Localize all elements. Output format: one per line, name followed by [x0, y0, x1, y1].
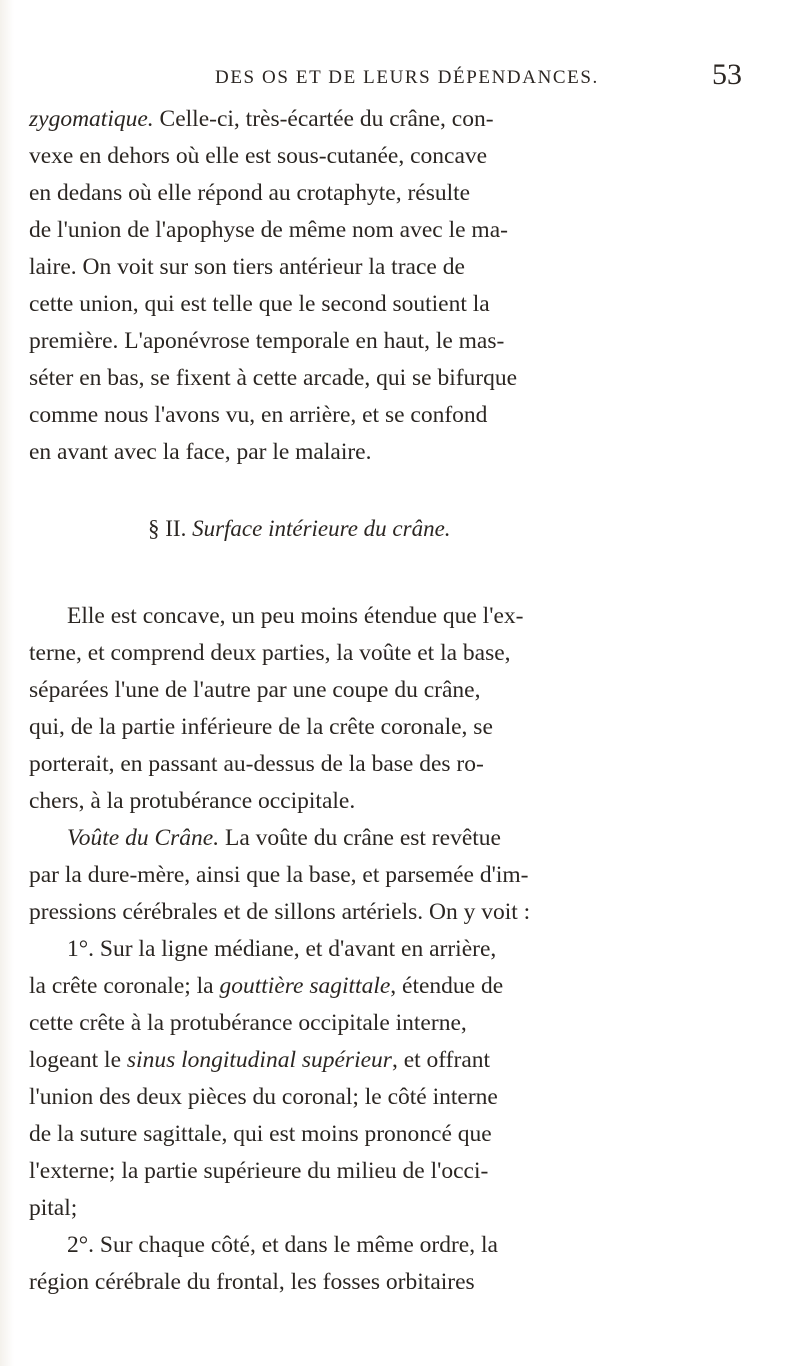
text-line: chers, à la protubérance occipitale. — [29, 788, 356, 814]
text-line: Elle est concave, un peu moins étendue que l'ex- — [67, 603, 524, 629]
text-line: cette crête à la protubérance occipitale interne, — [29, 1010, 467, 1036]
section-title: Surface intérieure du crâne. — [192, 516, 451, 541]
text-line: l'externe; la partie supérieure du milieu de l'occi- — [29, 1158, 489, 1184]
text-line: séter en bas, se fixent à cette arcade, qui se bifurque — [29, 365, 518, 391]
text-line: 2°. Sur chaque côté, et dans le même ordre, la — [67, 1232, 498, 1258]
gutter-shadow — [0, 0, 14, 1366]
text-run: , étendue de — [390, 973, 504, 999]
italic-term: sinus longitudinal supérieur — [126, 1047, 392, 1073]
text-line: séparées l'une de l'autre par une coupe du crâne, — [29, 677, 481, 703]
text-run: logeant le — [29, 1047, 127, 1073]
text-line: de la suture sagittale, qui est moins prononcé que — [29, 1121, 492, 1147]
text-line: cette union, qui est telle que le second soutient la — [29, 291, 490, 317]
text-run: La voûte du crâne est revêtue — [219, 825, 501, 851]
text-line: région cérébrale du frontal, les fosses orbitaires — [29, 1269, 475, 1295]
text-line: en avant avec la face, par le malaire. — [29, 439, 372, 465]
text-line: vexe en dehors où elle est sous-cutanée, concave — [29, 143, 488, 169]
text-run: , et offrant — [391, 1047, 491, 1073]
text-line — [29, 975, 789, 999]
text-run: Celle-ci, très-écartée du crâne, con- — [153, 106, 494, 132]
italic-term: gouttière sagittale — [219, 973, 391, 999]
page-number: 53 — [712, 58, 742, 91]
text-line: comme nous l'avons vu, en arrière, et se confond — [29, 402, 488, 428]
text-line: de l'union de l'apophyse de même nom avec le ma- — [29, 217, 508, 243]
text-line: porterait, en passant au-dessus de la base des ro- — [29, 751, 484, 777]
text-line: en dedans où elle répond au crotaphyte, résulte — [29, 180, 471, 206]
italic-lead: Voûte du Crâne. — [67, 825, 220, 851]
text-line — [29, 108, 789, 132]
text-line — [67, 827, 800, 851]
running-head — [0, 58, 800, 108]
italic-word: zygomatique. — [29, 106, 154, 132]
text-line: pressions cérébrales et de sillons artériels. On y voit : — [29, 899, 531, 925]
text-line: qui, de la partie inférieure de la crête coronale, se — [29, 714, 493, 740]
running-title: DES OS ET DE LEURS DÉPENDANCES. — [215, 67, 599, 88]
text-line: terne, et comprend deux parties, la voûte et la base, — [29, 640, 511, 666]
text-line: pital; — [29, 1195, 78, 1221]
text-line: 1°. Sur la ligne médiane, et d'avant en arrière, — [67, 936, 497, 962]
section-number: § II. — [148, 516, 187, 541]
text-line — [29, 1049, 789, 1073]
text-line: par la dure-mère, ainsi que la base, et parsemée d'im- — [29, 862, 529, 888]
text-run: la crête coronale; la — [29, 973, 220, 999]
text-line: l'union des deux pièces du coronal; le côté interne — [29, 1084, 498, 1110]
text-line: première. L'aponévrose temporale en haut, le mas- — [29, 328, 505, 354]
section-heading — [148, 517, 800, 540]
text-line: laire. On voit sur son tiers antérieur la trace de — [29, 254, 465, 280]
